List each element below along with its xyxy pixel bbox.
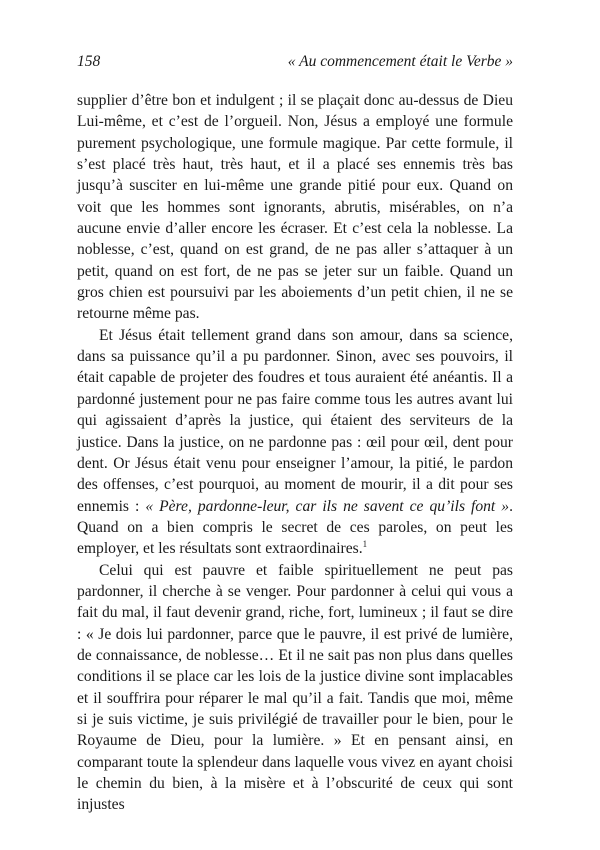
paragraph-2-text-before: Et Jésus était tellement grand dans son amour, dans sa science, dans sa puissance qu’il a pu pardonner. Sinon, avec ses pouvoirs, il était capable de projeter des foudres et tous auraient été anéantis. Il a pardonné justement pour ne pas faire comme tous les autres avant lui qui agissaient d’après la justice, qui étaient des serviteurs de la justice. Dans la justice, on ne pardonne pas : œil pour œil, dent pour dent. Or Jésus était venu pour enseigner l’amour, la pitié, le pardon des offenses, c’est pourquoi, au moment de mourir, il a dit pour ses ennemis : — [77, 326, 513, 515]
paragraph-2 — [77, 325, 513, 560]
page-number: 158 — [77, 53, 101, 70]
running-header — [77, 52, 513, 72]
book-page — [77, 52, 513, 816]
body-text — [77, 90, 513, 816]
jesus-quote: « Père, pardonne-leur, car ils ne savent ce qu’ils font » — [145, 497, 510, 515]
running-title: « Au commencement était le Verbe » — [287, 53, 513, 70]
paragraph-1: supplier d’être bon et indulgent ; il se plaçait donc au-dessus de Dieu Lui-même, et c’est de l’orgueil. Non, Jésus a employé une formule purement psychologique, une formule magique. Par cette formule, il s’est placé très haut, très haut, et il a placé ses ennemis très bas jusqu’à susciter en lui-même une grande pitié pour eux. Quand on voit que les hommes sont ignorants, abrutis, misérables, on n’a aucune envie d’aller encore les écraser. Et c’est cela la noblesse. La noblesse, c’est, quand on est grand, de ne pas aller s’attaquer à un petit, quand on est fort, de ne pas se jeter sur un faible. Quand un gros chien est poursuivi par les aboiements d’un petit chien, il ne se retourne même pas. — [77, 92, 513, 323]
footnote-marker[interactable]: 1 — [362, 539, 368, 550]
paragraph-3: Celui qui est pauvre et faible spirituellement ne peut pas pardonner, il cherche à se venger. Pour pardonner à celui qui vous a fait du mal, il faut devenir grand, riche, fort, lumineux ; il faut se dire : « Je dois lui pardonner, parce que le pauvre, il est privé de lumière, de connaissance, de noblesse… Et il ne sait pas non plus dans quelles conditions il se place car les lois de la justice divine sont implacables et il souffrira pour réparer le mal qu’il a fait. Tandis que moi, même si je suis victime, je suis privilégié de travailler pour le bien, pour le Royaume de Dieu, pour la lumière. » Et en pensant ainsi, en comparant toute la splendeur dans laquelle vous vivez en ayant choisi le chemin du bien, à la misère et à l’obscurité de ceux qui sont injustes — [77, 561, 513, 814]
paragraph-2-text-after: . Quand on a bien compris le secret de ces paroles, on peut les employer, et les résultats sont extraordinaires. — [77, 497, 513, 558]
